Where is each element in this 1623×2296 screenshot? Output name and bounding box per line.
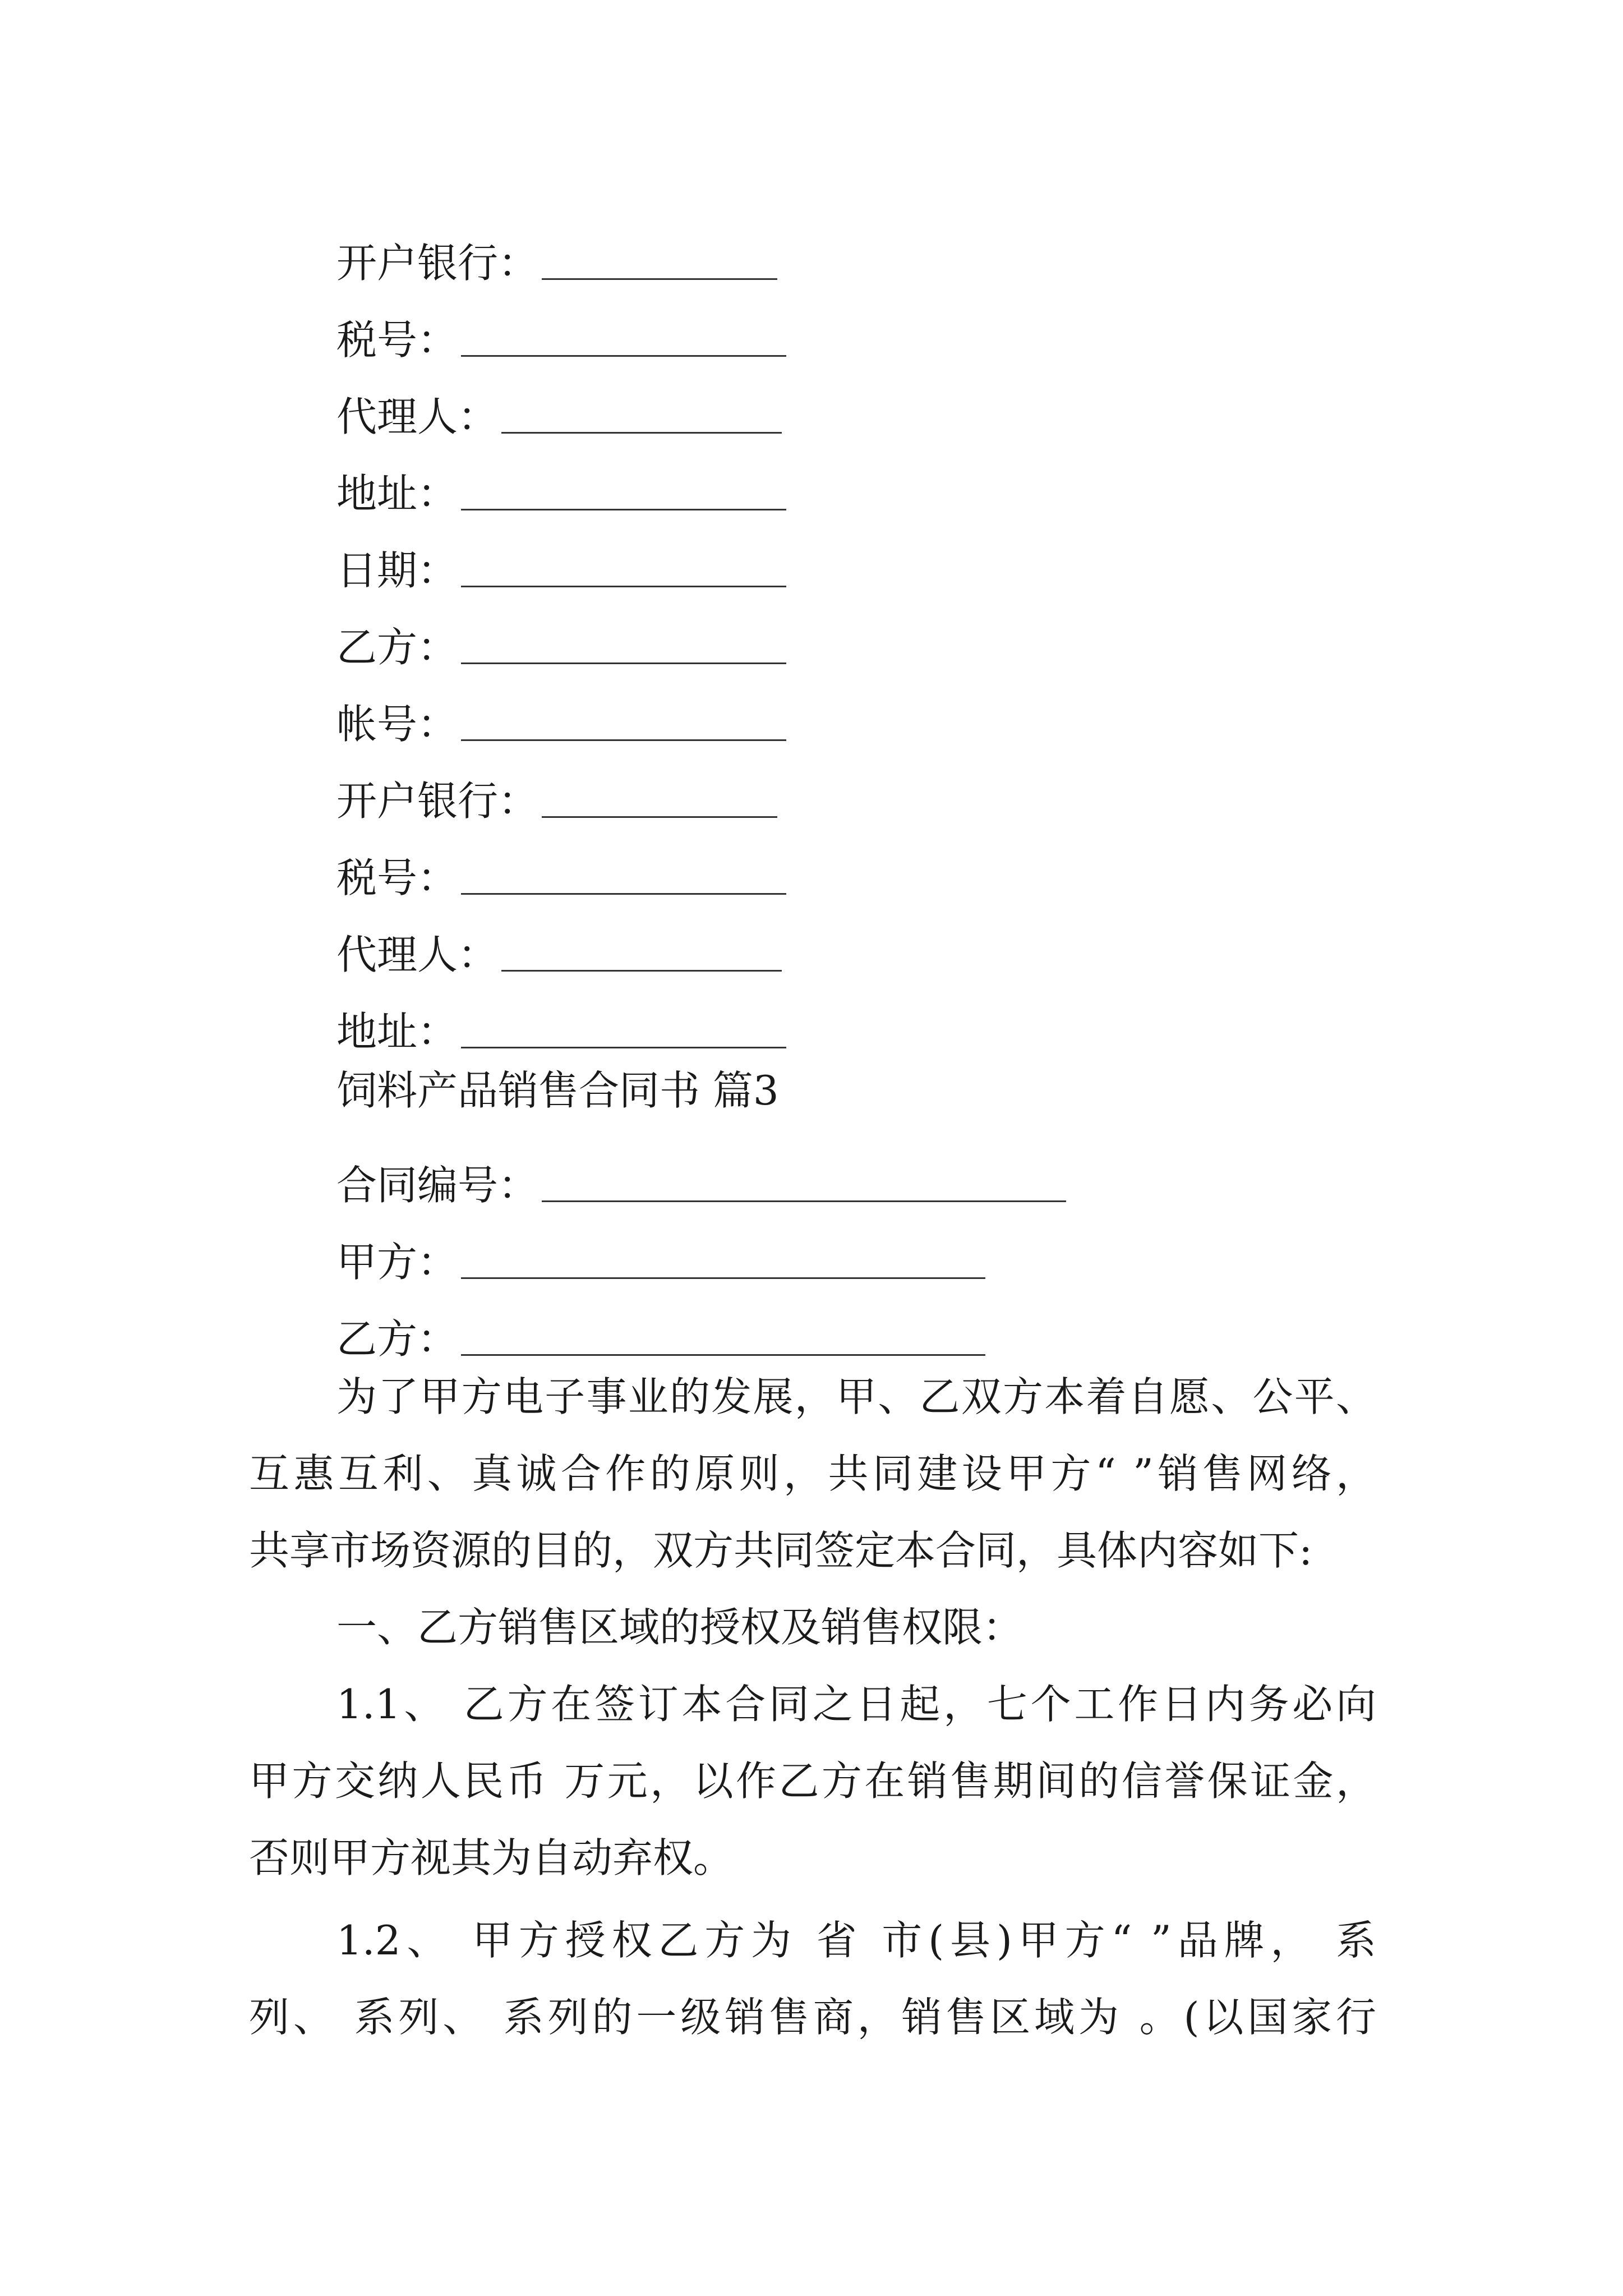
bank-field-b — [336, 754, 777, 825]
field-label: 帐号： — [336, 701, 458, 748]
field-label: 合同编号： — [336, 1162, 539, 1209]
intro-line: 为了甲方电子事业的发展，甲、乙双方本着自愿、公平、 — [336, 1373, 1376, 1420]
agent-field-a — [336, 370, 782, 440]
blank-line — [461, 859, 786, 895]
contract-number-field — [336, 1138, 1066, 1209]
bank-field-a — [336, 216, 777, 287]
intro-line: 共享市场资源的目的，双方共同签定本合同，具体内容如下: — [249, 1527, 1313, 1574]
field-label: 税号： — [336, 316, 458, 364]
field-label: 乙方： — [336, 1315, 458, 1363]
intro-line: 互惠互利、真诚合作的原则，共同建设甲方“ ”销售网络， — [249, 1450, 1376, 1497]
field-label: 日期： — [336, 547, 458, 594]
party-b-contract-field — [336, 1292, 985, 1363]
clause-line: 甲方交纳人民币 万元，以作乙方在销售期间的信誉保证金， — [249, 1757, 1376, 1805]
address-field-b — [336, 984, 786, 1055]
account-field-b — [336, 677, 786, 748]
field-label: 代理人： — [336, 931, 499, 978]
party-b-field — [336, 600, 786, 671]
field-label: 地址： — [336, 1008, 458, 1055]
blank-line — [542, 1167, 1066, 1202]
blank-line — [461, 321, 786, 357]
clause-title: 一、乙方销售区域的授权及销售权限： — [336, 1604, 1023, 1651]
field-label: 地址： — [336, 470, 458, 517]
field-label: 乙方： — [336, 624, 458, 671]
blank-line — [461, 1320, 985, 1356]
blank-line — [501, 398, 782, 434]
blank-line — [461, 552, 786, 587]
field-label: 开户银行： — [336, 777, 539, 825]
date-field-a — [336, 523, 786, 594]
blank-line — [461, 629, 786, 664]
clause-line: 否则甲方视其为自动弃权。 — [249, 1834, 734, 1881]
blank-line — [542, 783, 777, 818]
blank-line — [501, 936, 782, 972]
section-title: 饲料产品销售合同书 篇3 — [336, 1067, 779, 1114]
field-label: 税号： — [336, 854, 458, 901]
field-label: 甲方： — [336, 1239, 458, 1286]
blank-line — [461, 475, 786, 510]
tax-field-b — [336, 831, 786, 901]
clause-line: 列、 系列、 系列的一级销售商，销售区域为 。(以国家行 — [249, 1994, 1376, 2041]
field-label: 开户银行： — [336, 240, 539, 287]
blank-line — [461, 1244, 985, 1279]
blank-line — [461, 1013, 786, 1048]
tax-field-a — [336, 293, 786, 364]
clause-line: 1.1、 乙方在签订本合同之日起，七个工作日内务必向 — [336, 1681, 1376, 1728]
blank-line — [542, 245, 777, 280]
address-field-a — [336, 447, 786, 517]
clause-line: 1.2、 甲方授权乙方为 省 市(县)甲方“ ”品牌， 系 — [336, 1917, 1376, 1964]
party-a-field — [336, 1215, 985, 1286]
agent-field-b — [336, 908, 782, 978]
field-label: 代理人： — [336, 393, 499, 440]
blank-line — [461, 706, 786, 741]
